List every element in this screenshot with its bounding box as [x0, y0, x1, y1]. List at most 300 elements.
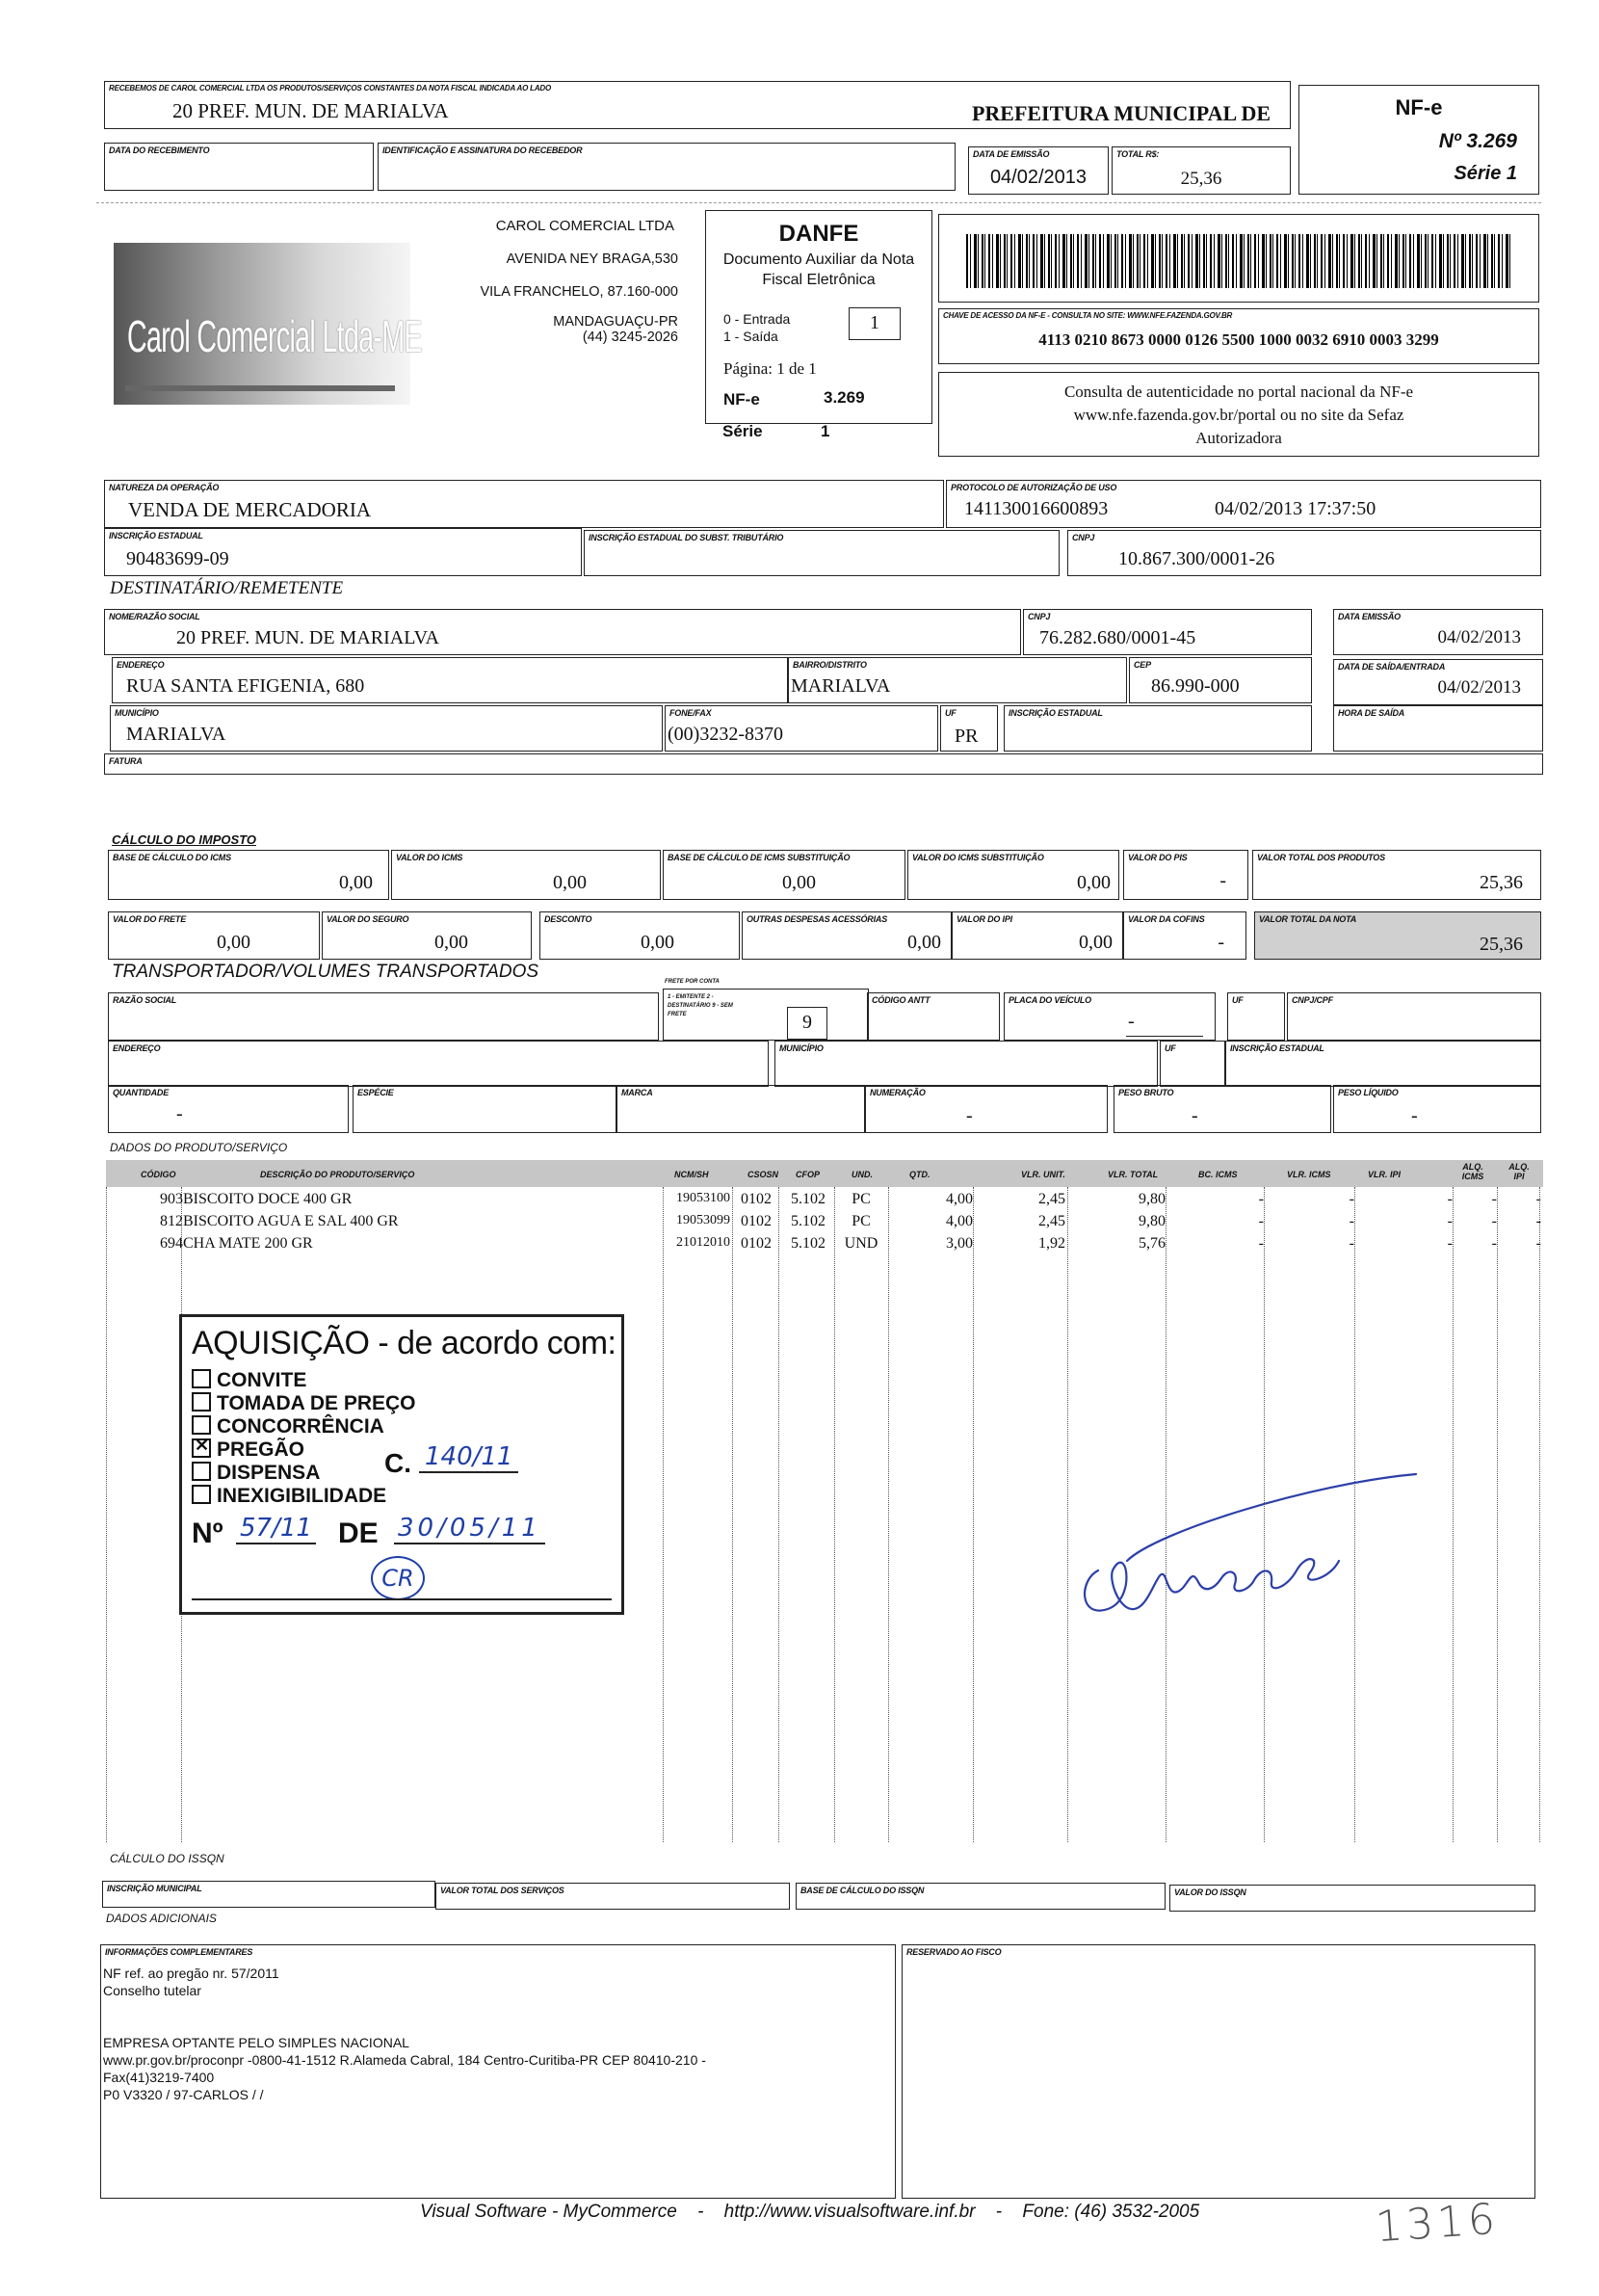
freight-payer-box [663, 989, 869, 1041]
fatura-label: FATURA [109, 756, 143, 766]
recipient-cep-box [1129, 657, 1312, 703]
volume-qty-label: QUANTIDADE [113, 1088, 169, 1097]
ie-st-box [584, 530, 1060, 576]
issqn-base-box [796, 1883, 1166, 1910]
base-st-label: BASE DE CÁLCULO DE ICMS SUBSTITUIÇÃO [668, 853, 851, 862]
products-left-rule [106, 1187, 107, 1842]
cell-desc: BISCOITO DOCE 400 GR [183, 1191, 353, 1207]
recipient-name-value: 20 PREF. MUN. DE MARIALVA [176, 627, 439, 648]
cell-csosn: 0102 [741, 1191, 772, 1207]
icms-st-label: VALOR DO ICMS SUBSTITUIÇÃO [912, 853, 1044, 862]
volume-qty-box [108, 1085, 349, 1133]
cell-code: 903 [160, 1191, 183, 1207]
stamp-option-label: TOMADA DE PREÇO [217, 1392, 416, 1414]
plate-label: PLACA DO VEÍCULO [1009, 995, 1091, 1005]
carrier-address-box [108, 1041, 769, 1087]
recipient-exit-date-label: DATA DE SAÍDA/ENTRADA [1338, 662, 1446, 672]
acquisition-stamp [179, 1314, 624, 1615]
access-key-value: 4113 0210 8673 0000 0126 5500 1000 0032 6910 0003 3299 [1038, 330, 1439, 349]
stamp-option [192, 1462, 320, 1485]
stub-total-value: 25,36 [1180, 169, 1222, 189]
volume-species-box [353, 1085, 616, 1133]
volume-numbering-label: NUMERAÇÃO [870, 1088, 926, 1097]
checkbox-icon [192, 1485, 211, 1504]
stamp-title: AQUISIÇÃO - de acordo com: [192, 1325, 616, 1361]
pis-value: - [1219, 870, 1226, 891]
recipient-name-box [104, 609, 1021, 655]
additional-info-label: INFORMAÇÕES COMPLEMENTARES [105, 1947, 253, 1957]
signature-label: IDENTIFICAÇÃO E ASSINATURA DO RECEBEDOR [382, 145, 583, 155]
cofins-box [1123, 911, 1246, 960]
footer-phone: Fone: (46) 3532-2005 [1022, 2202, 1200, 2222]
receipt-stub [104, 81, 1291, 129]
cell-aicms: - [1491, 1191, 1497, 1207]
recipient-ie-box [1004, 705, 1312, 752]
stub-nfe-title: NF-e [1395, 95, 1443, 119]
products-column-rule [778, 1187, 779, 1842]
emitter-info [424, 216, 678, 345]
carrier-city-box [774, 1041, 1158, 1087]
recipient-address-value: RUA SANTA EFIGENIA, 680 [126, 675, 365, 697]
issqn-base-label: BASE DE CÁLCULO DO ISSQN [800, 1886, 925, 1895]
discount-label: DESCONTO [544, 914, 592, 924]
discount-box [539, 911, 740, 960]
products-header-3: NCM/SH [674, 1170, 709, 1179]
recipient-cep-label: CEP [1134, 660, 1151, 670]
cell-desc: CHA MATE 200 GR [183, 1235, 313, 1252]
nature-box [104, 480, 944, 528]
cell-aipi: - [1535, 1191, 1541, 1207]
additional-info-box [100, 1944, 896, 2199]
stub-nfe-number: Nº 3.269 [1438, 130, 1517, 152]
checkbox-icon [192, 1392, 211, 1412]
ie-st-label: INSCRIÇÃO ESTADUAL DO SUBST. TRIBUTÁRIO [589, 533, 784, 542]
cell-unit: UND [844, 1235, 878, 1252]
cell-unit: PC [852, 1191, 871, 1207]
access-key-label: CHAVE DE ACESSO DA NF-E - CONSULTA NO SITE: WWW.NFE.FAZENDA.GOV.BR [943, 311, 1233, 320]
fatura-box [104, 753, 1543, 775]
checkbox-icon [192, 1462, 211, 1481]
stamp-c-value: 140/11 [419, 1442, 518, 1473]
stamp-c-label: C. [384, 1448, 411, 1478]
cell-csosn: 0102 [741, 1213, 772, 1229]
volume-numbering-box [865, 1085, 1108, 1133]
danfe-saida: 1 - Saída [723, 329, 778, 344]
recipient-exit-date-value: 04/02/2013 [1437, 677, 1521, 698]
antt-box [867, 992, 1000, 1041]
stamp-option [192, 1485, 386, 1508]
products-header-9: VLR. TOTAL [1108, 1170, 1159, 1179]
additional-info-line: NF ref. ao pregão nr. 57/2011 [103, 1966, 279, 1981]
cell-code: 694 [160, 1235, 183, 1252]
stamp-option-label: CONVITE [217, 1369, 307, 1391]
volume-net-value: - [1411, 1105, 1418, 1126]
recipient-emission-value: 04/02/2013 [1437, 627, 1521, 647]
carrier-ie-label: INSCRIÇÃO ESTADUAL [1230, 1043, 1324, 1053]
cell-unit: PC [852, 1213, 871, 1229]
receipt-recipient: 20 PREF. MUN. DE MARIALVA [172, 99, 449, 122]
recipient-uf-box [940, 705, 998, 752]
cell-qty: 4,00 [946, 1191, 973, 1207]
icms-st-box [907, 850, 1119, 900]
cell-bc: - [1258, 1235, 1264, 1252]
note-total-value: 25,36 [1480, 934, 1523, 955]
ipi-value: 0,00 [1079, 932, 1113, 953]
additional-info-lines [103, 1965, 706, 2103]
additional-info-line: Fax(41)3219-7400 [103, 2070, 215, 2085]
products-header-4: CSOSN [747, 1170, 779, 1179]
stub-emission-value: 04/02/2013 [989, 167, 1088, 188]
cell-bc: - [1258, 1191, 1264, 1207]
cell-price: 1,92 [1038, 1235, 1065, 1252]
cell-code: 812 [160, 1213, 183, 1229]
recipient-phone-value: (00)3232-8370 [668, 724, 783, 745]
cell-qty: 4,00 [946, 1213, 973, 1229]
cell-icms: - [1349, 1235, 1354, 1252]
stub-total-box [1112, 146, 1291, 195]
cell-cfop: 5.102 [791, 1235, 826, 1252]
plate-value: - [1128, 1011, 1135, 1032]
volume-gross-box [1114, 1085, 1331, 1133]
cell-price: 2,45 [1038, 1213, 1065, 1229]
additional-info-line: EMPRESA OPTANTE PELO SIMPLES NACIONAL [103, 2035, 409, 2050]
base-st-value: 0,00 [782, 872, 816, 893]
cell-total: 5,76 [1139, 1235, 1166, 1252]
consult-text: Consulta de autenticidade no portal nacional da NF-e www.nfe.fazenda.gov.br/portal ou no site da Sefaz Autorizadora [1063, 383, 1414, 447]
recipient-phone-label: FONE/FAX [669, 708, 712, 718]
issqn-municipal-box [102, 1881, 435, 1908]
recipient-uf-value: PR [955, 726, 979, 747]
products-header-13: ALQ. ICMS [1461, 1162, 1484, 1181]
footer-software: Visual Software - MyCommerce [420, 2202, 677, 2222]
stub-nfe-box [1298, 85, 1539, 195]
checkbox-icon [192, 1415, 211, 1435]
pis-label: VALOR DO PIS [1128, 853, 1188, 862]
products-section-title: DADOS DO PRODUTO/SERVIÇO [110, 1141, 288, 1154]
stamp-de-label: DE [338, 1517, 379, 1549]
cell-ncm: 21012010 [676, 1235, 730, 1250]
danfe-subtitle: Documento Auxiliar da Nota Fiscal Eletrônica [722, 251, 915, 288]
carrier-uf2-box [1160, 1041, 1225, 1087]
products-header-2: DESCRIÇÃO DO PRODUTO/SERVIÇO [260, 1170, 415, 1179]
insurance-label: VALOR DO SEGURO [327, 914, 409, 924]
stub-emission-box [968, 146, 1109, 195]
recipient-emission-label: DATA EMISSÃO [1338, 612, 1401, 621]
date-received-label: DATA DO RECEBIMENTO [109, 145, 210, 155]
freight-payer-label: FRETE POR CONTA [665, 979, 720, 985]
base-st-box [663, 850, 905, 900]
ie-value: 90483699-09 [126, 548, 229, 569]
icms-st-value: 0,00 [1077, 872, 1111, 893]
protocol-box [946, 480, 1541, 528]
issuer-header: PREFEITURA MUNICIPAL DE [971, 101, 1271, 125]
table-row [0, 1191, 1599, 1213]
volume-gross-value: - [1192, 1105, 1198, 1126]
additional-info-line [103, 1999, 706, 2017]
products-header-7: QTD. [909, 1170, 931, 1179]
products-header-5: CFOP [796, 1170, 821, 1179]
danfe-box [705, 210, 932, 424]
products-column-rule [663, 1187, 664, 1842]
carrier-ie-box [1225, 1041, 1541, 1087]
additional-info-line [103, 2017, 706, 2034]
additional-info-line: www.pr.gov.br/proconpr -0800-41-1512 R.Alameda Cabral, 184 Centro-Curitiba-PR CEP 80410-210 - [103, 2052, 706, 2068]
freight-value: 0,00 [217, 932, 250, 953]
volume-net-box [1333, 1085, 1541, 1133]
handwritten-page-number: 1316 [1374, 2194, 1501, 2253]
cofins-value: - [1218, 932, 1224, 953]
company-logo [114, 243, 422, 405]
nature-value: VENDA DE MERCADORIA [128, 498, 371, 521]
additional-info-line: P0 V3320 / 97-CARLOS / / [103, 2087, 264, 2102]
emitter-cnpj-box [1067, 530, 1541, 576]
volume-qty-value: - [176, 1103, 183, 1124]
carrier-uf2-label: UF [1165, 1043, 1176, 1053]
recipient-phone-box [665, 705, 938, 752]
insurance-box [322, 911, 532, 960]
stamp-option [192, 1369, 306, 1392]
cell-aicms: - [1491, 1213, 1497, 1229]
products-header-1: CÓDIGO [141, 1170, 176, 1179]
cell-ipi: - [1447, 1213, 1453, 1229]
recipient-district-box [788, 657, 1127, 703]
volume-brand-box [616, 1085, 865, 1133]
issqn-value-label: VALOR DO ISSQN [1174, 1887, 1246, 1897]
protocol-datetime: 04/02/2013 17:37:50 [1215, 498, 1376, 519]
transport-section-title: TRANSPORTADOR/VOLUMES TRANSPORTADOS [112, 962, 539, 982]
danfe-tipo: 1 [849, 307, 901, 340]
receipt-stub-label: RECEBEMOS DE CAROL COMERCIAL LTDA OS PRODUTOS/SERVIÇOS CONSTANTES DA NOTA FISCAL INDICADA AO LADO [109, 84, 551, 92]
cell-bc: - [1258, 1213, 1264, 1229]
icms-label: VALOR DO ICMS [396, 853, 463, 862]
issqn-municipal-label: INSCRIÇÃO MUNICIPAL [107, 1884, 202, 1893]
ipi-label: VALOR DO IPI [957, 914, 1012, 924]
recipient-cep-value: 86.990-000 [1151, 675, 1240, 697]
carrier-address-label: ENDEREÇO [113, 1043, 161, 1053]
cell-aicms: - [1491, 1235, 1497, 1252]
stamp-option [192, 1392, 416, 1415]
pis-box [1123, 850, 1248, 900]
table-row [0, 1213, 1599, 1235]
products-header-10: BC. ICMS [1198, 1170, 1238, 1179]
other-label: OUTRAS DESPESAS ACESSÓRIAS [747, 914, 887, 924]
emitter-cnpj-value: 10.867.300/0001-26 [1118, 548, 1275, 569]
carrier-name-label: RAZÃO SOCIAL [113, 995, 177, 1005]
stub-total-label: TOTAL R$: [1116, 149, 1160, 159]
plate-box [1004, 992, 1216, 1041]
products-header-6: UND. [852, 1170, 873, 1179]
danfe-entrada: 0 - Entrada [723, 311, 791, 327]
carrier-cnpj-label: CNPJ/CPF [1292, 995, 1333, 1005]
carrier-uf-label: UF [1232, 995, 1244, 1005]
issqn-services-label: VALOR TOTAL DOS SERVIÇOS [440, 1886, 564, 1895]
date-received-box [104, 143, 374, 191]
emitter-phone: (44) 3245-2026 [582, 330, 678, 345]
footer-url[interactable]: http://www.visualsoftware.inf.br [723, 2202, 976, 2222]
products-column-rule [732, 1187, 733, 1842]
signature-box [378, 143, 956, 191]
stub-cut-line [96, 202, 1541, 203]
base-icms-label: BASE DE CÁLCULO DO ICMS [113, 853, 231, 862]
products-column-rule [1067, 1187, 1068, 1842]
cell-aipi: - [1535, 1235, 1541, 1252]
carrier-uf-box [1227, 992, 1285, 1041]
danfe-page: Página: 1 de 1 [723, 359, 817, 378]
cell-ipi: - [1447, 1191, 1453, 1207]
products-column-rule [1453, 1187, 1454, 1842]
carrier-name-box [108, 992, 659, 1041]
recipient-ie-label: INSCRIÇÃO ESTADUAL [1009, 708, 1103, 718]
products-header-11: VLR. ICMS [1287, 1170, 1331, 1179]
base-icms-box [108, 850, 389, 900]
checkbox-icon [192, 1438, 211, 1458]
freight-label: VALOR DO FRETE [113, 914, 187, 924]
freight-payer-options: 1 - EMITENTE 2 - DESTINATÁRIO 9 - SEM FRETE [668, 994, 733, 1017]
ipi-box [952, 911, 1123, 960]
barcode-box [938, 214, 1539, 303]
stamp-option-label: CONCORRÊNCIA [217, 1415, 384, 1438]
stamp-initials: CR [371, 1556, 425, 1600]
cell-price: 2,45 [1038, 1191, 1065, 1207]
antt-label: CÓDIGO ANTT [872, 995, 931, 1005]
cell-ncm: 19053100 [676, 1191, 730, 1205]
nature-label: NATUREZA DA OPERAÇÃO [109, 483, 220, 492]
products-total-label: VALOR TOTAL DOS PRODUTOS [1257, 853, 1385, 862]
recipient-cnpj-label: CNPJ [1028, 612, 1051, 621]
cell-desc: BISCOITO AGUA E SAL 400 GR [183, 1213, 399, 1229]
ie-label: INSCRIÇÃO ESTADUAL [109, 531, 203, 541]
products-column-rule [888, 1187, 889, 1842]
insurance-value: 0,00 [434, 932, 468, 953]
danfe-nfe-value: 3.269 [824, 388, 865, 407]
recipient-city-box [110, 705, 663, 752]
stamp-de-value: 30/05/11 [394, 1514, 545, 1544]
table-row [0, 1235, 1599, 1257]
recipient-name-label: NOME/RAZÃO SOCIAL [109, 612, 200, 621]
stamp-option-label: DISPENSA [217, 1462, 321, 1484]
discount-value: 0,00 [641, 932, 674, 953]
products-column-rule [973, 1187, 974, 1842]
protocol-label: PROTOCOLO DE AUTORIZAÇÃO DE USO [951, 483, 1117, 492]
stamp-option [192, 1415, 384, 1438]
cell-cfop: 5.102 [791, 1191, 826, 1207]
stub-nfe-serie: Série 1 [1454, 163, 1517, 184]
issqn-value-box [1169, 1885, 1535, 1912]
recipient-exit-time-label: HORA DE SAÍDA [1338, 708, 1405, 718]
recipient-district-value: MARIALVA [791, 675, 891, 697]
access-key-box [938, 308, 1539, 364]
emitter-cnpj-label: CNPJ [1072, 533, 1095, 542]
danfe-nfe-label: NF-e [723, 390, 760, 409]
danfe-serie-label: Série [722, 422, 763, 440]
stamp-no-value: 57/11 [236, 1514, 316, 1544]
products-column-rule [1497, 1187, 1498, 1842]
recipient-emission-box [1333, 609, 1543, 655]
products-total-value: 25,36 [1480, 872, 1523, 893]
recipient-cnpj-value: 76.282.680/0001-45 [1039, 627, 1196, 648]
consult-box [938, 372, 1539, 457]
recipient-address-box [112, 657, 788, 703]
base-icms-value: 0,00 [339, 872, 373, 893]
recipient-cnpj-box [1023, 609, 1312, 655]
recipient-city-value: MARIALVA [126, 724, 226, 745]
cell-total: 9,80 [1139, 1191, 1166, 1207]
fisco-box [902, 1944, 1535, 2199]
barcode [966, 234, 1511, 288]
volume-species-label: ESPÉCIE [357, 1088, 394, 1097]
footer-sep-2: - [995, 2202, 1003, 2222]
products-header-14: ALQ. IPI [1508, 1162, 1530, 1181]
volume-gross-label: PESO BRUTO [1118, 1088, 1174, 1097]
note-total-label: VALOR TOTAL DA NOTA [1259, 914, 1357, 924]
recipient-address-label: ENDEREÇO [117, 660, 165, 670]
stub-emission-label: DATA DE EMISSÃO [973, 149, 1050, 159]
volume-net-label: PESO LÍQUIDO [1338, 1088, 1399, 1097]
products-total-box [1252, 850, 1541, 900]
cell-qty: 3,00 [946, 1235, 973, 1252]
products-header-8: VLR. UNIT. [1021, 1170, 1065, 1179]
fisco-label: RESERVADO AO FISCO [906, 1947, 1002, 1957]
emitter-name: CAROL COMERCIAL LTDA [495, 218, 674, 234]
carrier-cnpj-box [1287, 992, 1541, 1041]
freight-payer-value: 9 [787, 1007, 827, 1040]
additional-section-title: DADOS ADICIONAIS [106, 1912, 217, 1925]
recipient-uf-label: UF [945, 708, 957, 718]
cofins-label: VALOR DA COFINS [1128, 914, 1205, 924]
recipient-city-label: MUNICÍPIO [115, 708, 159, 718]
recipient-section-title: DESTINATÁRIO/REMETENTE [110, 578, 344, 598]
issqn-section-title: CÁLCULO DO ISSQN [110, 1852, 224, 1865]
cell-total: 9,80 [1139, 1213, 1166, 1229]
tax-section-title: CÁLCULO DO IMPOSTO [112, 832, 256, 847]
cell-aipi: - [1535, 1213, 1541, 1229]
cell-icms: - [1349, 1191, 1354, 1207]
products-column-rule [834, 1187, 835, 1842]
icms-box [391, 850, 661, 900]
products-header-12: VLR. IPI [1368, 1170, 1402, 1179]
cell-ncm: 19053099 [676, 1213, 730, 1227]
stamp-option [192, 1438, 304, 1462]
other-value: 0,00 [907, 932, 941, 953]
danfe-title: DANFE [778, 221, 859, 247]
cell-icms: - [1349, 1213, 1354, 1229]
footer-sep-1: - [697, 2202, 704, 2222]
stamp-option-label: INEXIGIBILIDADE [217, 1485, 387, 1507]
handwritten-signature [1069, 1465, 1426, 1638]
icms-value: 0,00 [553, 872, 587, 893]
stamp-option-label: PREGÃO [217, 1438, 305, 1461]
volume-brand-label: MARCA [621, 1088, 653, 1097]
volume-numbering-value: - [966, 1105, 973, 1126]
checkbox-icon [192, 1369, 211, 1388]
footer [420, 2202, 1199, 2223]
protocol-value: 141130016600893 [964, 498, 1109, 519]
danfe-serie-value: 1 [821, 422, 830, 440]
emitter-address: AVENIDA NEY BRAGA,530 [506, 251, 678, 267]
cell-csosn: 0102 [741, 1235, 772, 1252]
issqn-services-box [435, 1883, 790, 1910]
cell-cfop: 5.102 [791, 1213, 826, 1229]
recipient-exit-date-box [1333, 659, 1543, 705]
products-column-rule [1539, 1187, 1540, 1842]
freight-box [108, 911, 320, 960]
recipient-exit-time-box [1333, 705, 1543, 752]
ie-box [104, 528, 582, 576]
recipient-district-label: BAIRRO/DISTRITO [793, 660, 867, 670]
stamp-no-label: Nº [192, 1517, 223, 1549]
logo-text: Carol Comercial Ltda-ME [127, 311, 422, 361]
note-total-box [1254, 911, 1541, 960]
